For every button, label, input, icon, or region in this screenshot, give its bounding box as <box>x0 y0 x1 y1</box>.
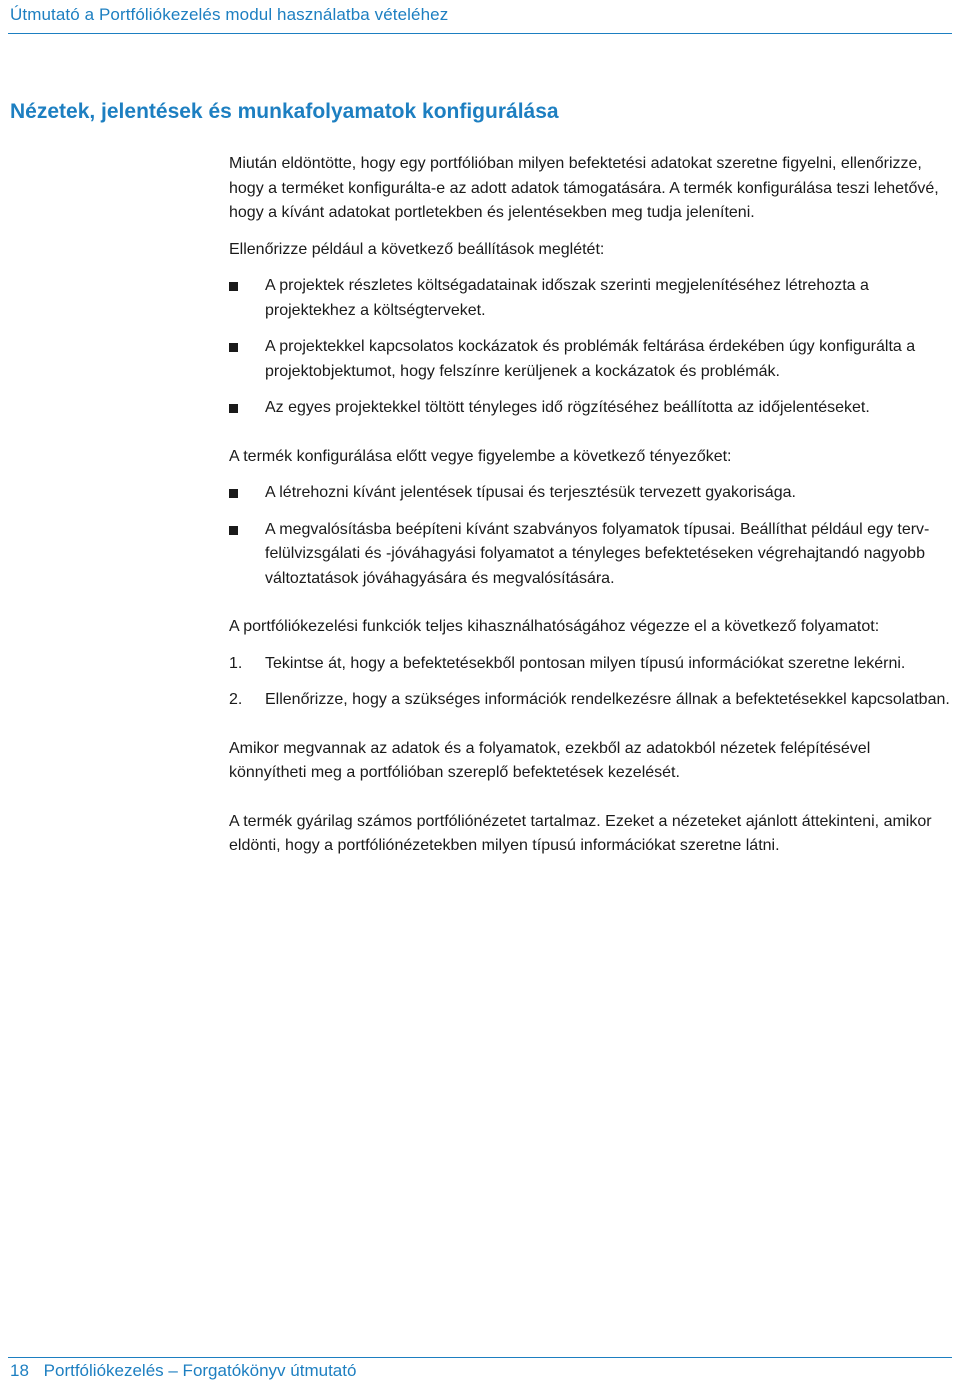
square-bullet-icon <box>229 282 238 291</box>
consider-intro-paragraph: A termék konfigurálása előtt vegye figyelembe a következő tényezőket: <box>229 447 732 465</box>
section-title: Nézetek, jelentések és munkafolyamatok konfigurálása <box>10 100 559 123</box>
running-footer <box>10 1361 356 1381</box>
square-bullet-icon <box>229 404 238 413</box>
step-number: 1. <box>229 654 243 672</box>
list-item-text: A projektek részletes költségadatainak időszak szerinti megjelenítéséhez létrehozta a projektekhez a költségterveket. <box>265 277 869 319</box>
consider-list <box>229 481 951 591</box>
running-header: Útmutató a Portfóliókezelés modul használatba vételéhez <box>10 5 449 24</box>
list-item <box>229 518 951 592</box>
footer-divider <box>8 1357 952 1358</box>
list-item-text: Ellenőrizze, hogy a szükséges információk rendelkezésre állnak a befektetésekkel kapcsolatban. <box>265 691 950 708</box>
list-item <box>229 274 951 323</box>
footer-title: Portfóliókezelés – Forgatókönyv útmutató <box>43 1361 357 1380</box>
list-item-text: Az egyes projektekkel töltött tényleges idő rögzítéséhez beállította az időjelentéseket. <box>265 399 870 416</box>
intro-paragraph: Miután eldöntötte, hogy egy portfólióban milyen befektetési adatokat szeretne figyelni, ellenőrizze, hogy a terméket konfigurálta-e az adott adatok támogatására. A termék konfigurálása teszi lehetővé, hogy a kívánt adatokat portletekben és jelentésekben meg tudja jeleníteni. <box>229 155 939 221</box>
list-item <box>229 481 951 506</box>
step-number: 2. <box>229 691 243 708</box>
body-content <box>229 152 951 871</box>
square-bullet-icon <box>229 489 238 498</box>
list-item-text: A megvalósításba beépíteni kívánt szabványos folyamatok típusai. Beállíthat például egy terv-felülvizsgálati és -jóváhagyási folyamatot a tényleges befektetéseken végrehajtandó nagyobb változtatások jóváhagyására és megvalósítására. <box>265 520 930 587</box>
steps-list <box>229 652 951 713</box>
square-bullet-icon <box>229 526 238 535</box>
list-item <box>229 688 951 713</box>
check-intro-paragraph: Ellenőrizze például a következő beállítások meglétét: <box>229 240 605 258</box>
steps-intro-paragraph: A portfóliókezelési funkciók teljes kihasználhatóságához végezze el a következő folyamatot: <box>229 618 880 635</box>
list-item <box>229 652 951 677</box>
header-divider <box>8 33 952 34</box>
check-list <box>229 274 951 421</box>
views-paragraph: Amikor megvannak az adatok és a folyamatok, ezekből az adatokból nézetek felépítésével könnyítheti meg a portfólióban szereplő befektetések kezelését. <box>229 739 871 781</box>
list-item <box>229 396 951 421</box>
list-item-text: A létrehozni kívánt jelentések típusai és terjesztésük tervezett gyakorisága. <box>265 484 796 501</box>
page-number: 18 <box>10 1361 29 1380</box>
factory-views-paragraph: A termék gyárilag számos portfóliónézetet tartalmaz. Ezeket a nézeteket ajánlott áttekinteni, amikor eldönti, hogy a portfóliónézetekben milyen típusú információkat szeretne látni. <box>229 812 932 854</box>
list-item-text: A projektekkel kapcsolatos kockázatok és problémák feltárása érdekében úgy konfigurálta a projektobjektumot, hogy felszínre kerüljenek a kockázatok és problémák. <box>265 338 916 380</box>
list-item-text: Tekintse át, hogy a befektetésekből pontosan milyen típusú információkat szeretne lekérni. <box>265 654 906 672</box>
list-item <box>229 335 951 384</box>
square-bullet-icon <box>229 343 238 352</box>
